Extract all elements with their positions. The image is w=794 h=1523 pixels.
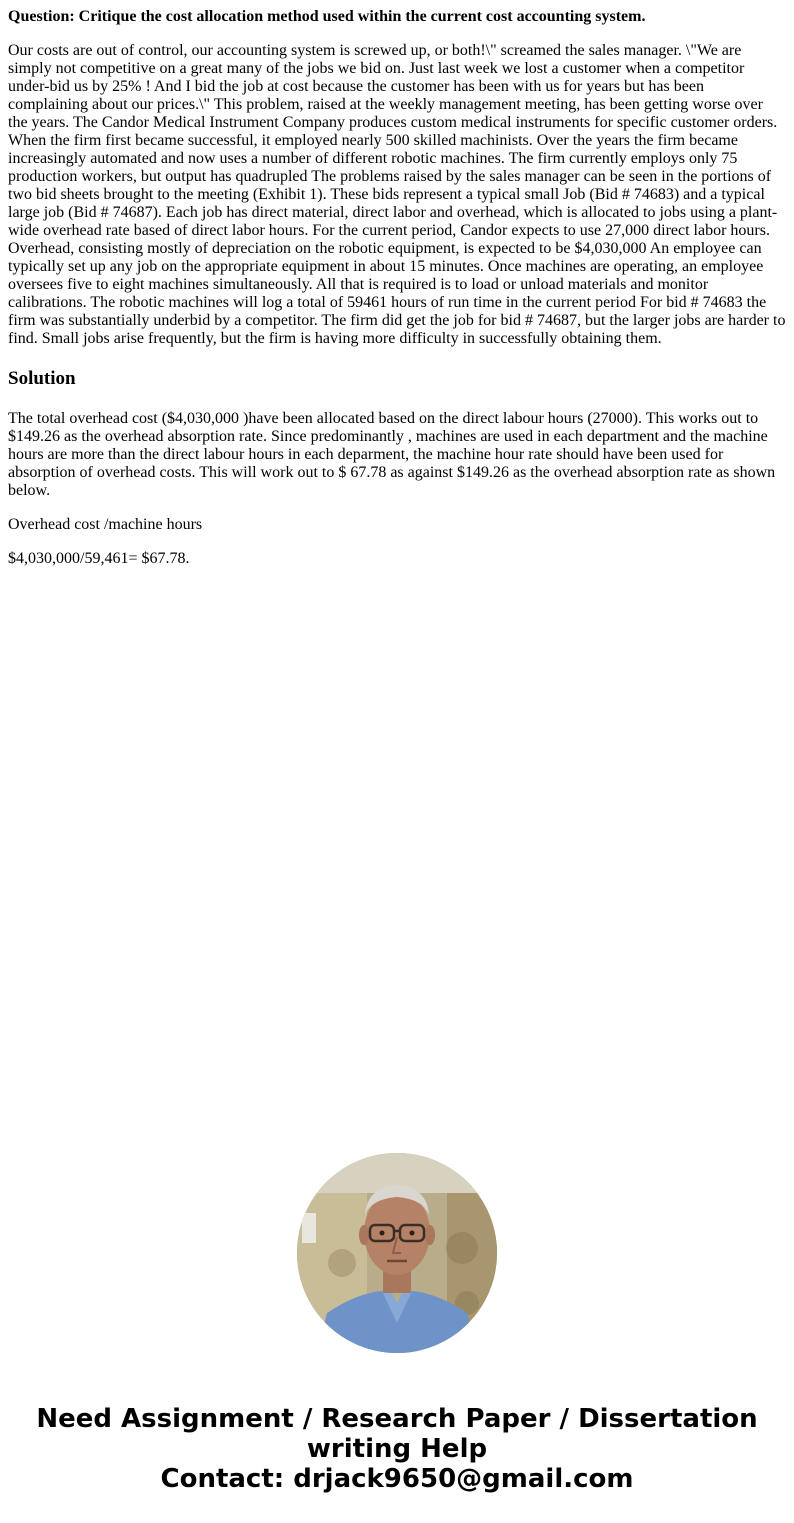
- banner-line-2: writing Help: [306, 1434, 488, 1464]
- solution-paragraph: The total overhead cost ($4,030,000 )have been allocated based on the direct labour hours (27000). This works out to $149.26 as the overhead absorption rate. Since predominantly , machines are used in each department and the machine hours are more than the direct labour hours in each deparment, the machine hour rate should have been used for absorption of overhead costs. This will work out to $ 67.78 as against $149.26 as the overhead absorption rate as shown below.: [8, 410, 776, 499]
- banner-line-3: Contact: drjack9650@gmail.com: [160, 1464, 634, 1494]
- question-paragraph: [8, 8, 786, 26]
- question-title: Question: Critique the cost allocation method used within the current cost accounting system.: [8, 8, 646, 25]
- banner-line-1: Need Assignment / Research Paper / Dissertation: [36, 1404, 758, 1434]
- contact-banner: [0, 1404, 794, 1494]
- formula-label: Overhead cost /machine hours: [8, 516, 203, 533]
- formula-result: $4,030,000/59,461= $67.78.: [8, 550, 190, 567]
- document-content: [8, 8, 786, 584]
- question-body: Our costs are out of control, our accounting system is screwed up, or both!\" screamed the sales manager. \"We are simply not competitive on a great many of the jobs we bid on. Just last week we lost a customer when a competitor under-bid us by 25% ! And I bid the job at cost because the customer has been with us for years but has been complaining about our prices.\" This problem, raised at the weekly management meeting, has been getting worse over the years. The Candor Medical Instrument Company produces custom medical instruments for specific customer orders. When the firm first became successful, it employed nearly 500 skilled machinists. Over the years the firm became increasingly automated and now uses a number of different robotic machines. The firm currently employs only 75 production workers, but output has quadrupled The problems raised by the sales manager can be seen in the portions of two bid sheets brought to the meeting (Exhibit 1). These bids represent a typical small Job (Bid # 74683) and a typical large job (Bid # 74687). Each job has direct material, direct labor and overhead, which is allocated to jobs using a plant-wide overhead rate based of direct labor hours. For the current period, Candor expects to use 27,000 direct labor hours. Overhead, consisting mostly of depreciation on the robotic equipment, is expected to be $4,030,000 An employee can typically set up any job on the appropriate equipment in about 15 minutes. Once machines are operating, an employee oversees five to eight machines simultaneously. All that is required is to load or unload materials and monitor calibrations. The robotic machines will log a total of 59461 hours of run time in the current period For bid # 74683 the firm was substantially underbid by a competitor. The firm did get the job for bid # 74687, but the larger jobs are harder to find. Small jobs arise frequently, but the firm is having more difficulty in successfully obtaining them.: [8, 42, 786, 347]
- solution-heading: Solution: [8, 368, 76, 389]
- author-avatar: [297, 1153, 497, 1353]
